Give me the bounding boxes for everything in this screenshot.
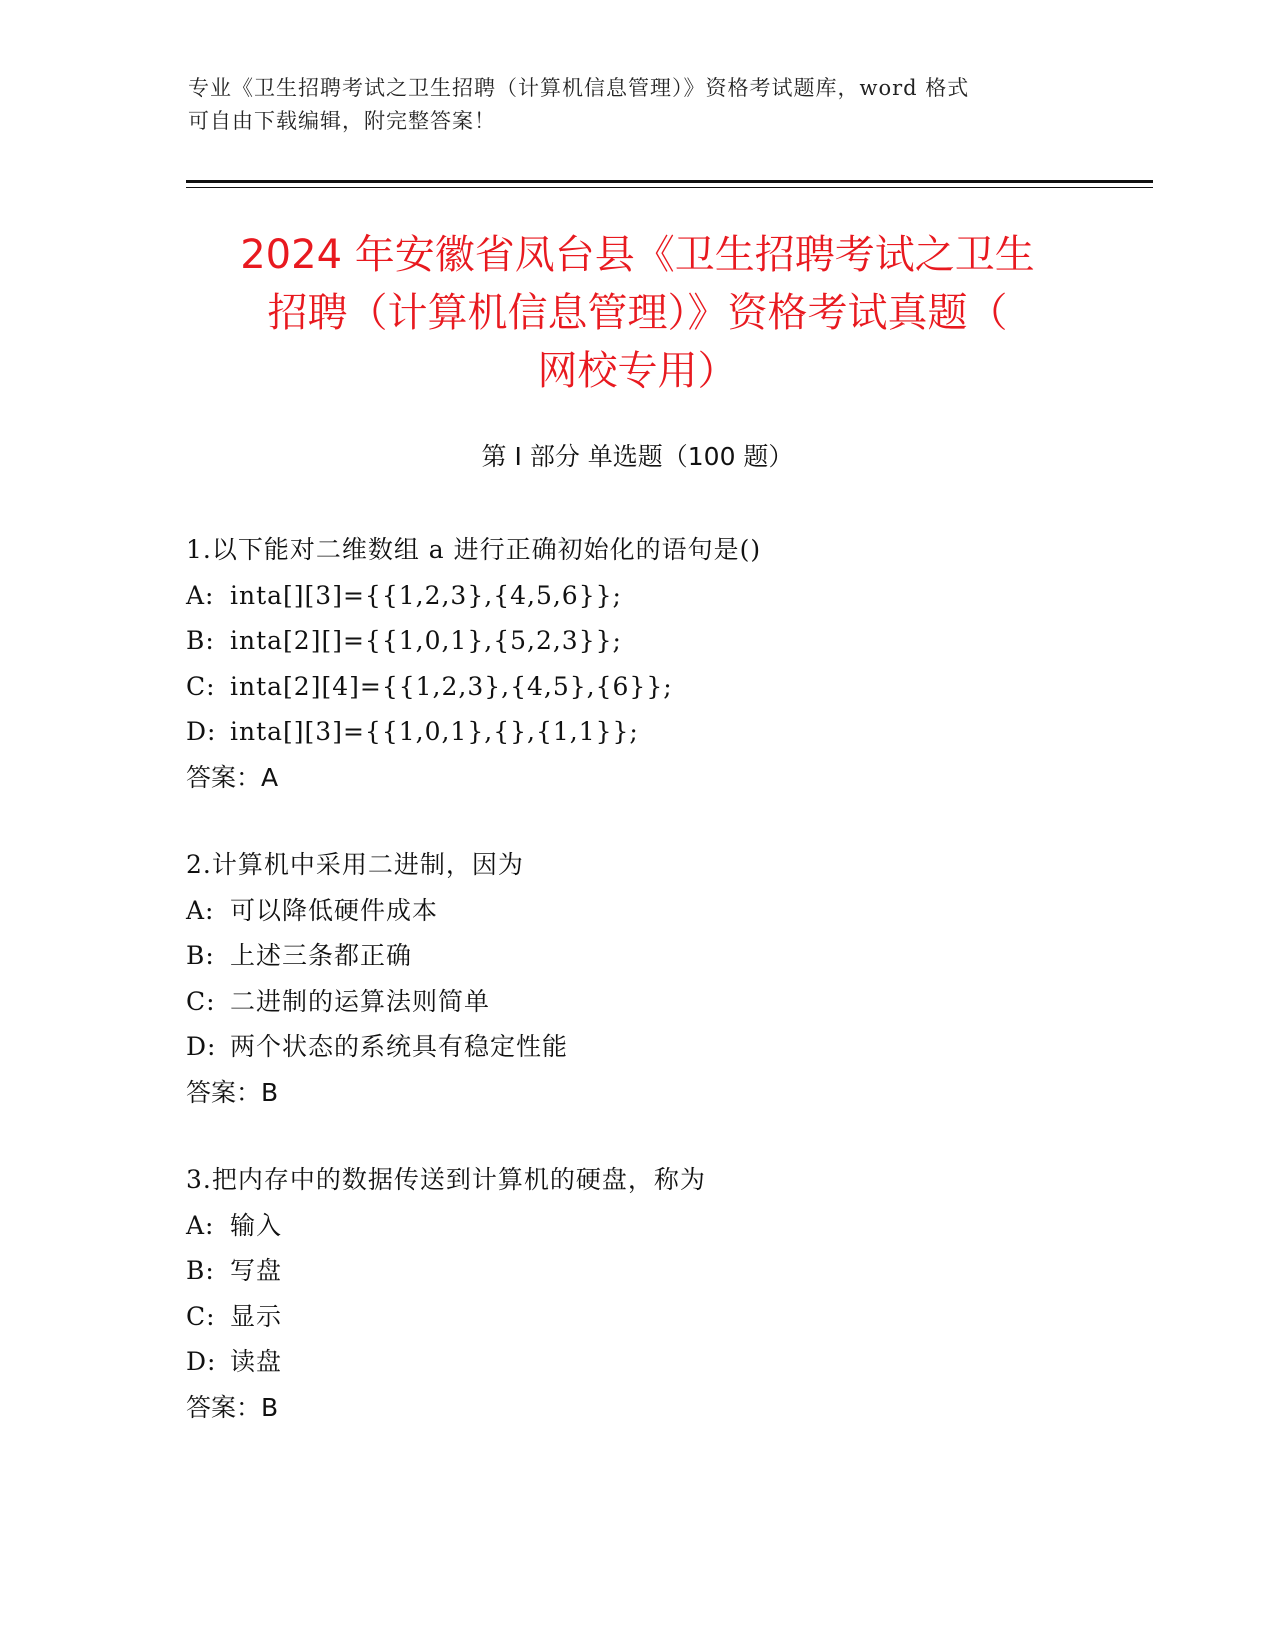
option-d	[186, 709, 1136, 755]
option-c	[186, 1294, 1136, 1340]
answer-line: 答案：A	[186, 762, 279, 792]
option-a	[186, 1203, 1136, 1249]
option-text: 写盘	[230, 1256, 283, 1285]
option-text: 可以降低硬件成本	[230, 895, 439, 925]
option-key: B:	[186, 941, 215, 970]
answer-line: 答案：B	[186, 1392, 279, 1422]
option-key: C:	[186, 1301, 216, 1331]
option-key: D:	[186, 1032, 217, 1061]
document-title	[150, 226, 1125, 400]
question-item	[186, 527, 1136, 800]
option-key: C:	[186, 671, 216, 701]
option-key: A:	[186, 1210, 215, 1240]
option-text: inta[2][]={{1,0,1},{5,2,3}};	[230, 626, 622, 655]
answer-line: 答案：B	[186, 1077, 279, 1107]
header-divider-thin	[186, 187, 1153, 188]
option-c	[186, 664, 1136, 710]
question-text: 3.把内存中的数据传送到计算机的硬盘，称为	[186, 1165, 706, 1194]
title-line: 招聘（计算机信息管理）》资格考试真题（	[267, 290, 1008, 336]
option-key: B:	[186, 626, 215, 655]
option-d	[186, 1024, 1136, 1070]
option-a	[186, 888, 1136, 934]
section-heading: 第 I 部分 单选题（100 题）	[481, 442, 794, 471]
option-b	[186, 618, 1136, 664]
option-key: D:	[186, 1347, 217, 1376]
option-key: C:	[186, 986, 216, 1016]
header-note-line: 可自由下载编辑，附完整答案！	[188, 109, 496, 133]
option-key: A:	[186, 895, 215, 925]
option-d	[186, 1339, 1136, 1385]
option-text: 两个状态的系统具有稳定性能	[230, 1032, 569, 1061]
question-text: 2.计算机中采用二进制，因为	[186, 850, 524, 879]
option-a	[186, 573, 1136, 619]
option-text: 输入	[230, 1210, 283, 1240]
question-list	[186, 527, 1136, 1472]
question-text: 1.以下能对二维数组 a 进行正确初始化的语句是()	[186, 535, 762, 564]
option-text: inta[][3]={{1,0,1},{},{1,1}};	[230, 717, 639, 746]
option-text: inta[][3]={{1,2,3},{4,5,6}};	[230, 580, 622, 610]
title-line: 2024 年安徽省凤台县《卫生招聘考试之卫生	[240, 232, 1035, 278]
option-text: 读盘	[230, 1347, 283, 1376]
question-item	[186, 1157, 1136, 1430]
option-text: inta[2][4]={{1,2,3},{4,5},{6}};	[230, 671, 673, 701]
header-note-line: 专业《卫生招聘考试之卫生招聘（计算机信息管理）》资格考试题库，word 格式	[188, 76, 970, 100]
option-text: 显示	[230, 1301, 283, 1331]
option-b	[186, 1248, 1136, 1294]
title-line: 网校专用）	[537, 348, 738, 394]
option-b	[186, 933, 1136, 979]
header-divider-thick	[186, 180, 1153, 183]
option-c	[186, 979, 1136, 1025]
option-key: A:	[186, 580, 215, 610]
option-key: D:	[186, 717, 217, 746]
option-key: B:	[186, 1256, 215, 1285]
question-item	[186, 842, 1136, 1115]
option-text: 二进制的运算法则简单	[230, 986, 491, 1016]
option-text: 上述三条都正确	[230, 941, 413, 970]
header-note	[188, 72, 1088, 138]
